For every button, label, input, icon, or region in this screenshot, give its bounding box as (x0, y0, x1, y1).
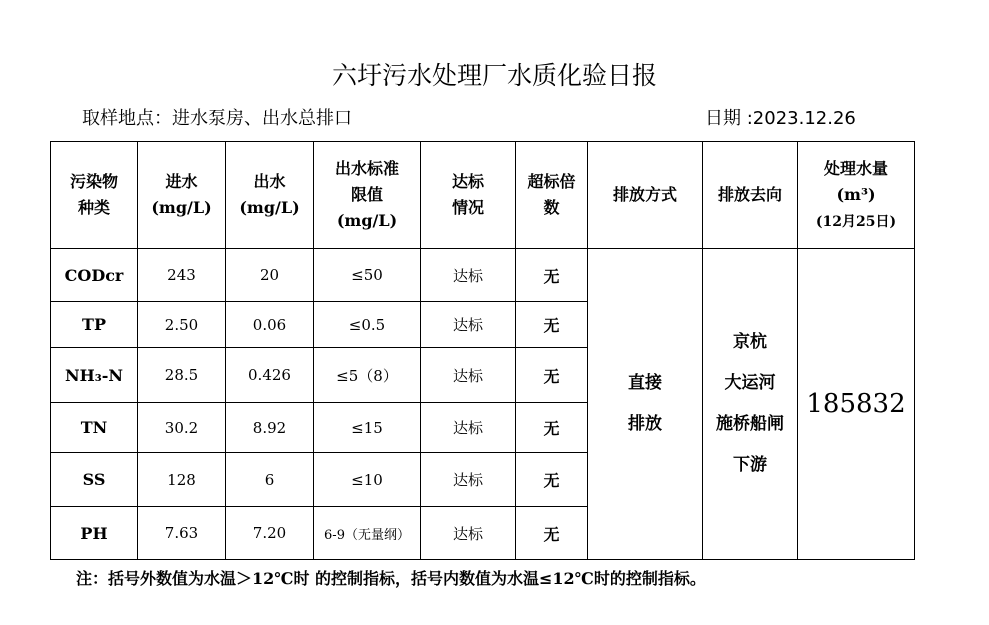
row-status: 达标 (421, 403, 516, 453)
row-status: 达标 (421, 453, 516, 507)
header-compliance: 达标 情况 (421, 142, 516, 249)
header-inflow: 进水 (mg/L) (138, 142, 226, 249)
row-limit: ≤0.5 (314, 302, 421, 348)
row-limit: ≤10 (314, 453, 421, 507)
footnote: 注：括号外数值为水温＞12℃时 的控制指标，括号内数值为水温≤12℃时的控制指标。 (76, 569, 706, 588)
row-limit: ≤5（8） (314, 348, 421, 403)
row-inflow: 30.2 (138, 403, 226, 453)
treated-volume: 185832 (798, 249, 915, 560)
row-inflow: 128 (138, 453, 226, 507)
header-exceed: 超标倍 数 (516, 142, 588, 249)
row-status: 达标 (421, 302, 516, 348)
sampling-location: 取样地点：进水泵房、出水总排口 (82, 108, 352, 129)
row-name: TP (51, 302, 138, 348)
row-limit: ≤15 (314, 403, 421, 453)
table-row (51, 249, 915, 302)
row-name: CODcr (51, 249, 138, 302)
row-limit: 6-9（无量纲） (314, 507, 421, 560)
row-exceed: 无 (516, 249, 588, 302)
row-inflow: 7.63 (138, 507, 226, 560)
water-quality-table (50, 141, 915, 560)
row-inflow: 2.50 (138, 302, 226, 348)
row-status: 达标 (421, 507, 516, 560)
header-standard: 出水标准 限值 (mg/L) (314, 142, 421, 249)
discharge-destination: 京杭 大运河 施桥船闸 下游 (703, 249, 798, 560)
row-exceed: 无 (516, 453, 588, 507)
row-status: 达标 (421, 348, 516, 403)
header-method: 排放方式 (588, 142, 703, 249)
header-pollutant: 污染物 种类 (51, 142, 138, 249)
row-outflow: 6 (226, 453, 314, 507)
header-outflow: 出水 (mg/L) (226, 142, 314, 249)
header-row (51, 142, 915, 249)
report-date: 日期 :2023.12.26 (705, 108, 856, 129)
row-name: PH (51, 507, 138, 560)
row-exceed: 无 (516, 348, 588, 403)
row-outflow: 7.20 (226, 507, 314, 560)
row-outflow: 0.06 (226, 302, 314, 348)
row-name: SS (51, 453, 138, 507)
row-exceed: 无 (516, 302, 588, 348)
row-exceed: 无 (516, 507, 588, 560)
row-name: NH₃-N (51, 348, 138, 403)
discharge-method: 直接 排放 (588, 249, 703, 560)
row-status: 达标 (421, 249, 516, 302)
report-title: 六圩污水处理厂水质化验日报 (331, 61, 657, 90)
row-exceed: 无 (516, 403, 588, 453)
row-inflow: 28.5 (138, 348, 226, 403)
header-volume: 处理水量 (m³) (12月25日) (798, 142, 915, 249)
row-outflow: 20 (226, 249, 314, 302)
row-outflow: 8.92 (226, 403, 314, 453)
row-outflow: 0.426 (226, 348, 314, 403)
row-name: TN (51, 403, 138, 453)
header-destination: 排放去向 (703, 142, 798, 249)
row-limit: ≤50 (314, 249, 421, 302)
row-inflow: 243 (138, 249, 226, 302)
